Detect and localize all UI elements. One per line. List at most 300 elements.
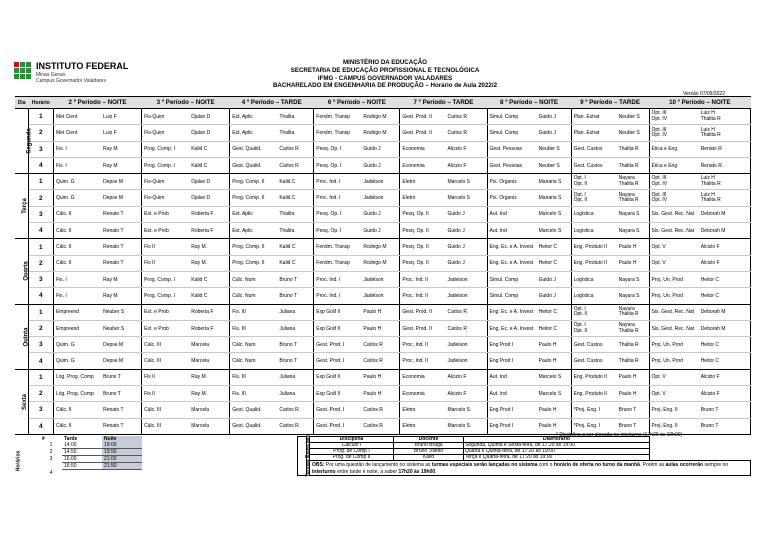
discipline-cell: Eng. Ec. e A. Invest — [487, 304, 538, 320]
discipline-cell: Est. Aplic — [230, 206, 279, 222]
horarios-night: 19:00 — [102, 442, 142, 449]
teacher-cell: Bruno T — [278, 353, 313, 369]
discipline-cell — [571, 304, 618, 320]
teacher-cell: Depse M — [102, 353, 142, 369]
discipline-cell: Gest. Qualid. — [230, 157, 279, 173]
turmas-teacher: Kalid — [394, 454, 464, 460]
discipline-cell: Proc. Ind. I — [314, 271, 363, 287]
teacher-cell: Guido J — [362, 206, 399, 222]
teacher-cell: Paulo H — [618, 255, 649, 271]
teacher-cell: Depse M — [102, 190, 142, 206]
teacher-cell: Renato T — [102, 239, 142, 255]
discipline-cell: Lóg. Prog. Comp — [53, 386, 102, 402]
teacher-cell: Rodrigo M — [362, 255, 399, 271]
teacher-line: Nayara — [618, 322, 635, 329]
teacher-cell — [618, 320, 649, 336]
turmas-schedule: Terça e Quarta-feira, de 17:20 às 19:00 — [464, 454, 650, 460]
col-header-period: 10 º Período – NOITE — [649, 97, 750, 109]
discipline-cell: Proc. Ind. II — [400, 288, 447, 304]
discipline-cell: Proc. Ind. I — [314, 190, 363, 206]
time-slot: 1 — [28, 239, 53, 255]
discipline-cell: Gest. Qualid. — [230, 141, 279, 157]
obs-bold: aulas ocorrerão — [665, 462, 704, 468]
discipline-cell: Fis II — [142, 386, 191, 402]
discipline-cell: Aut. Ind — [487, 206, 538, 222]
teacher-cell: Marcela — [190, 402, 230, 418]
discipline-cell: Est. e Prob — [142, 304, 191, 320]
obs-bold: turmas especiais serão lançadas no sistema — [431, 462, 538, 468]
teacher-cell: Guido J — [538, 271, 571, 287]
discipline-cell — [571, 190, 618, 206]
teacher-cell: Paulo H — [362, 320, 399, 336]
discipline-cell: Opt. V — [649, 386, 700, 402]
teacher-cell: Renato T — [102, 206, 142, 222]
discipline-cell — [649, 109, 700, 125]
teacher-line: Thalita R — [700, 131, 721, 138]
logo-campus: Campus Governador Valadares — [36, 78, 106, 84]
teacher-cell: Paulo H — [538, 337, 571, 353]
schedule-row — [15, 288, 751, 304]
discipline-cell: Eng Prod I — [487, 337, 538, 353]
discipline-line: Opt. II — [573, 197, 588, 204]
discipline-cell: Fis-Quim — [142, 174, 191, 190]
teacher-cell: Djalse D — [190, 125, 230, 141]
teacher-cell: Paulo H — [362, 369, 399, 385]
teacher-cell: Renato R — [700, 141, 751, 157]
teacher-line: Thalita R — [618, 197, 639, 204]
time-slot: 4 — [28, 288, 53, 304]
time-slot: 2 — [28, 125, 53, 141]
horarios-num: 3 — [49, 456, 53, 462]
discipline-cell: Pesq. Op. II — [400, 255, 447, 271]
teacher-cell: Bruno T — [618, 402, 649, 418]
discipline-line: Opt. III — [651, 110, 667, 117]
discipline-cell: Eng. Ec. e A. Invest — [487, 239, 538, 255]
teacher-cell: Guido J — [538, 109, 571, 125]
teacher-cell: Ray M. — [190, 369, 230, 385]
turmas-label — [297, 434, 312, 478]
discipline-cell: Prog. Comp. II — [230, 255, 279, 271]
obs-text: com o — [537, 462, 554, 468]
discipline-cell: Pesq. Op. I — [314, 141, 363, 157]
teacher-cell: Mariana S — [538, 174, 571, 190]
teacher-cell: Kalid C — [278, 239, 313, 255]
discipline-cell: Prog. Comp. I — [142, 157, 191, 173]
teacher-cell: Heitor C — [700, 337, 751, 353]
time-slot: 2 — [28, 386, 53, 402]
obs-text: . Porém as — [639, 462, 666, 468]
teacher-cell: Renato T — [102, 255, 142, 271]
teacher-cell: Bruno T — [278, 337, 313, 353]
horarios-label — [15, 446, 26, 476]
discipline-line: Opt. II — [573, 311, 588, 318]
teacher-line: Thalita R — [700, 197, 721, 204]
teacher-cell: Jadelson — [362, 174, 399, 190]
teacher-cell — [700, 174, 751, 190]
teacher-cell: Deborah M — [700, 223, 751, 239]
discipline-cell: Proc. Ind. II — [400, 353, 447, 369]
discipline-cell: Fendm. Transp — [314, 125, 363, 141]
teacher-cell: Bruno T — [102, 369, 142, 385]
discipline-cell: Prog. Comp. I — [142, 141, 191, 157]
teacher-cell: Alcizio F — [700, 239, 751, 255]
teacher-cell: Neuber S — [618, 125, 649, 141]
teacher-cell: Marcelo S — [446, 418, 487, 434]
logo-name: INSTITUTO FEDERAL — [36, 61, 129, 71]
discipline-cell: Gest. Custos — [571, 337, 618, 353]
discipline-cell: Sis. Gest. Rec. Nat — [649, 304, 700, 320]
time-slot: 3 — [28, 141, 53, 157]
discipline-line: Opt. II — [573, 180, 588, 187]
horarios-row — [40, 456, 142, 463]
discipline-cell: Fis II — [142, 239, 191, 255]
day-label-text: Quarta — [23, 261, 30, 282]
teacher-cell: Carlos R — [278, 141, 313, 157]
schedule-row — [15, 109, 751, 125]
teacher-cell: Djalse D — [190, 109, 230, 125]
col-header-period: 6 º Período – NOITE — [314, 97, 400, 109]
teacher-cell: Rodrigo M — [362, 239, 399, 255]
discipline-cell: Plan. Estrat — [571, 109, 618, 125]
teacher-cell: Guido J — [362, 223, 399, 239]
discipline-cell: Gest. Custos — [571, 157, 618, 173]
discipline-cell: Pesq. Op. I — [314, 223, 363, 239]
time-slot: 1 — [28, 109, 53, 125]
teacher-cell: Neuber S — [102, 320, 142, 336]
logo-mark-icon — [14, 62, 32, 80]
discipline-cell: Opt. V — [649, 255, 700, 271]
discipline-line: Opt. I — [573, 322, 586, 329]
col-header-period: 4 º Período – TARDE — [230, 97, 314, 109]
teacher-cell: Ray M. — [190, 386, 230, 402]
discipline-cell: Prog. Comp. II — [230, 190, 279, 206]
teacher-cell: Bruno T — [102, 386, 142, 402]
discipline-cell: Fis-Quim — [142, 109, 191, 125]
col-header-period: 8 º Período – NOITE — [487, 97, 571, 109]
horarios-afternoon: 14:50 — [62, 449, 102, 456]
teacher-cell: Carlos R — [446, 125, 487, 141]
discipline-cell: Cálc. Num — [230, 337, 279, 353]
horarios-num: 1 — [49, 442, 53, 449]
horarios-num — [40, 463, 62, 470]
teacher-line: Thalita R — [618, 311, 639, 318]
horarios-col-night: Noite — [102, 436, 142, 442]
teacher-cell: Thalita R — [618, 337, 649, 353]
time-slot: 3 — [28, 337, 53, 353]
teacher-cell: Ray M — [102, 288, 142, 304]
teacher-cell: Carlos R — [362, 402, 399, 418]
teacher-cell: Heitor C — [538, 239, 571, 255]
discipline-cell: Cálc. III — [142, 418, 191, 434]
teacher-cell: Carlos R — [362, 418, 399, 434]
teacher-cell — [618, 174, 649, 190]
discipline-cell: Economia — [400, 141, 447, 157]
horarios-afternoon — [62, 470, 102, 476]
teacher-cell: Jadelson — [446, 353, 487, 369]
discipline-cell: Quim. G — [53, 190, 102, 206]
discipline-cell: Fis. III — [230, 369, 279, 385]
discipline-cell: Pesq. Op. I — [314, 157, 363, 173]
teacher-line: Nayara — [618, 305, 635, 312]
institution-logo — [14, 62, 134, 86]
discipline-cell: Eng Prod I — [487, 418, 538, 434]
schedule-row — [15, 223, 751, 239]
teacher-cell — [700, 190, 751, 206]
teacher-cell: Marcela — [190, 337, 230, 353]
version-label: Versão 07/09/2022 — [683, 91, 725, 97]
discipline-cell: Eng. Produto II — [571, 386, 618, 402]
teacher-cell: Roberta F — [190, 223, 230, 239]
time-slot: 1 — [28, 304, 53, 320]
discipline-cell: Prog. Comp. II — [230, 239, 279, 255]
time-slot: 3 — [28, 402, 53, 418]
horarios-afternoon: 16:00 — [62, 456, 102, 463]
discipline-cell: Proc. Ind. I — [314, 174, 363, 190]
teacher-cell: Carlos R — [362, 337, 399, 353]
discipline-cell: Cálc. Num — [230, 271, 279, 287]
teacher-cell: Heitor C — [700, 288, 751, 304]
turmas-schedule: Segunda, Quinta e Sexta-feira, de 17:20 às 19:00 — [464, 442, 650, 448]
turmas-label-text: Turmas Especiais — [305, 434, 312, 478]
teacher-cell: Renato T — [102, 418, 142, 434]
col-header-period: 9 º Período – TARDE — [571, 97, 649, 109]
obs-bold: interturno — [312, 468, 336, 475]
day-label-text: Quinta — [23, 327, 30, 347]
teacher-line: Luiz H — [700, 126, 715, 133]
teacher-cell: Djalse D — [190, 190, 230, 206]
discipline-cell: Fis. I — [53, 271, 102, 287]
teacher-cell: Guido J — [446, 239, 487, 255]
discipline-cell: Proc. Ind. I — [314, 288, 363, 304]
col-header-time: Horário — [28, 97, 53, 109]
discipline-line: Opt. I — [573, 191, 586, 198]
obs-bold: horário de oferta no turno da manhã — [553, 462, 640, 468]
teacher-cell: Ray M — [102, 271, 142, 287]
teacher-cell: Neuber S — [102, 304, 142, 320]
col-header-period: 3 º Período – NOITE — [142, 97, 230, 109]
schedule-row — [15, 304, 751, 320]
teacher-cell: Guido J — [446, 255, 487, 271]
discipline-cell: Exp Gráf II — [314, 304, 363, 320]
teacher-cell: Juliana — [278, 304, 313, 320]
schedule-row — [15, 174, 751, 190]
horarios-table — [40, 436, 142, 476]
teacher-line: Thalita R — [700, 180, 721, 187]
schedule-row — [15, 190, 751, 206]
discipline-cell: Aut. Ind — [487, 386, 538, 402]
discipline-cell: Eng. Produto II — [571, 239, 618, 255]
header-line-1: MINISTÉRIO DA EDUCAÇÃO — [343, 59, 427, 66]
discipline-cell: Cálc. Num — [230, 288, 279, 304]
teacher-cell: Juliana — [278, 386, 313, 402]
discipline-cell: Sis. Gest. Rec. Nat — [649, 320, 700, 336]
discipline-cell: Proj. Eng. II — [649, 418, 700, 434]
schedule-table — [15, 96, 751, 435]
discipline-line: Opt. IV — [651, 197, 668, 204]
teacher-cell: Neuber S — [538, 157, 571, 173]
discipline-line: Opt. IV — [651, 115, 668, 122]
discipline-cell: Est. Aplic — [230, 223, 279, 239]
teacher-cell: Thalita — [278, 125, 313, 141]
discipline-line: Opt. II — [573, 327, 588, 334]
teacher-cell: Heitor C — [538, 255, 571, 271]
day-label-text: Terça — [21, 198, 28, 215]
discipline-cell: Logística — [571, 271, 618, 287]
col-header-day: Dia — [15, 97, 28, 109]
day-label — [15, 304, 28, 369]
teacher-cell: Deborah M — [700, 206, 751, 222]
day-label — [15, 369, 28, 434]
teacher-cell — [700, 125, 751, 141]
discipline-cell: Fendm. Transp — [314, 239, 363, 255]
discipline-cell: Fis. III — [230, 304, 279, 320]
teacher-cell: Nayara S — [618, 206, 649, 222]
horarios-night: 21:50 — [102, 463, 142, 470]
discipline-cell: Exp Gráf II — [314, 320, 363, 336]
discipline-cell: Proj. Un. Prod — [649, 353, 700, 369]
schedule-row — [15, 320, 751, 336]
teacher-line: Thalita R — [700, 115, 721, 122]
turmas-schedule: Quarta e Quinta-feira, de 17:20 às 19:00 — [464, 448, 650, 454]
schedule-row — [15, 369, 751, 385]
schedule-row — [15, 157, 751, 173]
discipline-cell: Fis. III — [230, 386, 279, 402]
teacher-cell — [618, 190, 649, 206]
teacher-cell: Juliana — [278, 369, 313, 385]
horarios-col-afternoon: Tarde — [64, 436, 78, 442]
header-line-2: SECRETARIA DE EDUCAÇÃO PROFISSIONAL E TECNOLÓGICA — [290, 66, 480, 74]
discipline-cell: Logística — [571, 288, 618, 304]
discipline-cell: Opt. V — [649, 239, 700, 255]
teacher-cell: Mariana S — [538, 190, 571, 206]
teacher-cell: Alcizio F — [700, 255, 751, 271]
discipline-line: Opt. I — [573, 175, 586, 182]
horarios-night: 19:50 — [102, 449, 142, 456]
discipline-cell: Eng. Ec. e A. Invest — [487, 320, 538, 336]
discipline-cell: Cálc. II — [53, 402, 102, 418]
discipline-cell: Lóg. Prog. Comp — [53, 369, 102, 385]
discipline-line: Opt. IV — [651, 131, 668, 138]
day-label-text: Sexta — [22, 393, 29, 410]
document-header — [180, 59, 590, 90]
discipline-cell: Fis. III — [230, 320, 279, 336]
turmas-teacher: Bruno Braga — [394, 442, 464, 448]
teacher-cell — [700, 109, 751, 125]
discipline-cell: Quim. G — [53, 353, 102, 369]
day-label — [15, 174, 28, 239]
teacher-cell: Rodrigo M — [362, 109, 399, 125]
discipline-line: Opt. III — [651, 126, 667, 133]
teacher-cell: Paulo H — [538, 418, 571, 434]
horarios-row — [40, 449, 142, 456]
discipline-cell: Gest. Prod. II — [400, 320, 447, 336]
time-slot: 2 — [28, 190, 53, 206]
discipline-cell: Cálc. II — [53, 255, 102, 271]
teacher-cell: Nayara S — [618, 288, 649, 304]
discipline-cell: Quim. G — [53, 337, 102, 353]
horarios-night: 21:00 — [102, 456, 142, 463]
teacher-cell: Luiz F — [102, 109, 142, 125]
teacher-cell: Kalid C — [278, 190, 313, 206]
discipline-cell: Pesq. Op. II — [400, 223, 447, 239]
discipline-cell: Pesq. Op. I — [314, 206, 363, 222]
teacher-cell: Alcizio F — [446, 369, 487, 385]
turmas-discipline: Prog. de Comp II — [310, 454, 394, 460]
discipline-cell: Est. e Prob — [142, 206, 191, 222]
discipline-cell: Eletro — [400, 190, 447, 206]
teacher-cell: Ray M — [102, 141, 142, 157]
teacher-cell: Heitor C — [538, 304, 571, 320]
discipline-cell: Est. Aplic — [230, 125, 279, 141]
discipline-cell: Cálc. II — [53, 206, 102, 222]
teacher-cell: Kalid C — [190, 157, 230, 173]
teacher-cell: Heitor C — [700, 271, 751, 287]
discipline-cell: Economia — [400, 157, 447, 173]
teacher-cell: Deborah M — [700, 320, 751, 336]
teacher-cell: Paulo H — [538, 353, 571, 369]
teacher-cell: Kalid C — [278, 255, 313, 271]
teacher-cell: Thalita — [278, 206, 313, 222]
teacher-cell: Paulo H — [538, 402, 571, 418]
teacher-cell: Carlos R — [446, 320, 487, 336]
discipline-cell: Cálc. II — [53, 239, 102, 255]
discipline-cell: Fendm. Transp — [314, 255, 363, 271]
teacher-cell: Bruno T — [700, 402, 751, 418]
teacher-cell: Paulo H — [618, 386, 649, 402]
teacher-cell: Thalita R — [618, 157, 649, 173]
discipline-cell: Logística — [571, 206, 618, 222]
discipline-cell: Eletro — [400, 174, 447, 190]
discipline-cell: Psi. Organiz — [487, 174, 538, 190]
teacher-cell: Paulo H — [618, 239, 649, 255]
teacher-cell: Jadelson — [362, 190, 399, 206]
teacher-cell: Jadelson — [446, 337, 487, 353]
teacher-cell: Thalita R — [618, 141, 649, 157]
teacher-cell: Bruno T — [278, 288, 313, 304]
teacher-cell: Paulo H — [618, 369, 649, 385]
discipline-cell — [649, 174, 700, 190]
discipline-cell: Eng. Produto II — [571, 255, 618, 271]
teacher-cell: Roberta F — [190, 304, 230, 320]
teacher-cell: Guido J — [362, 141, 399, 157]
teacher-cell: Kalid C — [190, 288, 230, 304]
discipline-cell: Logística — [571, 223, 618, 239]
discipline-cell: Est. e Prob — [142, 320, 191, 336]
teacher-cell: Ray M — [102, 157, 142, 173]
horarios-row — [40, 470, 142, 476]
teacher-cell: Carlos R — [278, 157, 313, 173]
teacher-cell: Guido J — [538, 288, 571, 304]
discipline-cell: Empreend — [53, 320, 102, 336]
logo-subtitle — [36, 72, 106, 84]
schedule-row — [15, 402, 751, 418]
teacher-cell: Bruno T — [618, 418, 649, 434]
teacher-cell: Alcizio F — [700, 369, 751, 385]
discipline-cell: Proj. Un. Prod — [649, 288, 700, 304]
discipline-cell: Gest. Prod. I — [314, 337, 363, 353]
logo-state: Minas Gerais — [36, 72, 66, 78]
discipline-cell: Gest. Prod. II — [400, 304, 447, 320]
discipline-cell: Exp Gráf II — [314, 369, 363, 385]
time-slot: 3 — [28, 206, 53, 222]
time-slot: 4 — [28, 418, 53, 434]
discipline-cell: Gest. Prod. II — [400, 109, 447, 125]
schedule-row — [15, 125, 751, 141]
obs-label: OBS: — [312, 462, 325, 468]
discipline-cell — [649, 125, 700, 141]
teacher-cell: Djalse D — [190, 174, 230, 190]
teacher-cell: Marcelo S — [538, 369, 571, 385]
